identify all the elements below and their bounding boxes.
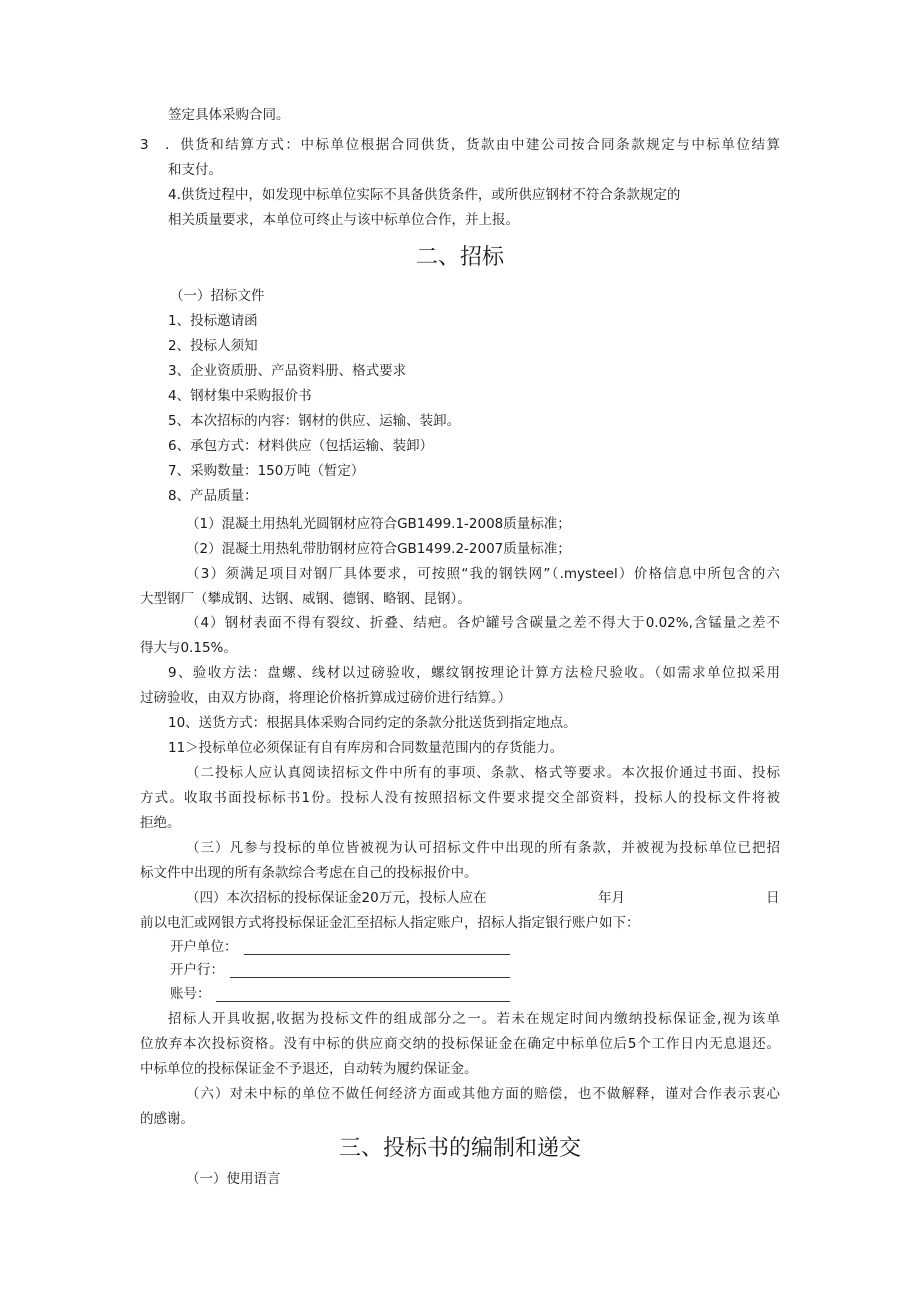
text-line: 的感谢。	[140, 1111, 194, 1127]
text-line: （一）招标文件	[170, 288, 265, 304]
list-item: 3、企业资质册、产品资料册、格式要求	[168, 363, 407, 379]
account-number-field[interactable]	[216, 1001, 510, 1002]
text-line: 招标人开具收据,收据为投标文件的组成部分之一。若未在规定时间内缴纳投标保证金,视为该单	[168, 1011, 780, 1027]
quality-item: 大型钢厂（攀成钢、达钢、威钢、德钢、略钢、昆钢）。	[140, 591, 471, 607]
text-line: 拒绝。	[140, 815, 181, 831]
text-line: 3 ．供货和结算方式：中标单位根据合同供货，货款由中建公司按合同条款规定与中标单位结算	[140, 137, 780, 153]
text-line: （三）凡参与投标的单位皆被视为认可招标文件中出现的所有条款，并被视为投标单位已把招	[186, 840, 780, 856]
quality-item: （1）混凝土用热轧光圆钢材应符合GB1499.1-2008质量标准；	[186, 516, 571, 532]
text-line: 方式。收取书面投标标书1份。投标人没有按照招标文件要求提交全部资料，投标人的投标文件将被	[140, 790, 780, 806]
deposit-text: （四）本次招标的投标保证金20万元，投标人应在	[186, 890, 487, 906]
text-line: （二投标人应认真阅读招标文件中所有的事项、条款、格式等要求。本次报价通过书面、投标	[186, 765, 780, 781]
text-line: （一）使用语言	[186, 1171, 281, 1187]
list-item: 1、投标邀请函	[168, 313, 258, 329]
field-label-account-holder: 开户单位：	[170, 939, 238, 955]
text-line: 11＞投标单位必须保证有自有库房和合同数量范围内的存货能力。	[168, 740, 564, 756]
deposit-day: 日	[766, 890, 780, 906]
text-line: 和支付。	[168, 162, 222, 178]
text-line: 9、验收方法：盘螺、线材以过磅验收，螺纹钢按理论计算方法检尺验收。（如需求单位拟采用	[168, 665, 780, 681]
text-line: 过磅验收，由双方协商，将理论价格折算成过磅价进行结算。）	[140, 690, 512, 706]
bank-field[interactable]	[230, 977, 510, 978]
list-item: 7、采购数量：150万吨（暂定）	[168, 463, 365, 479]
text-line: 标文件中出现的所有条款综合考虑在自己的投标报价中。	[140, 865, 478, 881]
text-line: 10、送货方式：根据具体采购合同约定的条款分批送货到指定地点。	[168, 715, 577, 731]
text-line: （六）对未中标的单位不做任何经济方面或其他方面的赔偿，也不做解释，谨对合作表示衷心	[186, 1086, 780, 1102]
text-line: 4.供货过程中，如发现中标单位实际不具备供货条件，或所供应钢材不符合条款规定的	[168, 187, 681, 203]
list-item: 5、本次招标的内容：钢材的供应、运输、装卸。	[168, 413, 461, 429]
quality-item: （3）须满足项目对钢厂具体要求，可按照“我的钢铁网”（.mysteel）价格信息中所包含的六	[186, 566, 780, 582]
field-label-bank: 开户行：	[170, 962, 224, 978]
text-line: 中标单位的投标保证金不予退还，自动转为履约保证金。	[140, 1061, 478, 1077]
section-heading: 三、投标书的编制和递交	[338, 1136, 581, 1161]
section-heading: 二、招标	[415, 245, 504, 270]
quality-item: （4）钢材表面不得有裂纹、折叠、结疤。各炉罐号含碳量之差不得大于0.02%,含锰量之差不	[186, 615, 780, 631]
list-item: 4、钢材集中采购报价书	[168, 388, 312, 404]
list-item: 8、产品质量：	[168, 488, 258, 504]
field-label-account-number: 账号：	[170, 986, 211, 1002]
text-line: 签定具体采购合同。	[168, 107, 290, 123]
text-line: 相关质量要求，本单位可终止与该中标单位合作，并上报。	[168, 212, 519, 228]
deposit-month: 年月	[598, 890, 625, 906]
text-line: 位放弃本次投标资格。没有中标的供应商交纳的投标保证金在确定中标单位后5个工作日内无息退还。	[140, 1036, 780, 1052]
quality-item: （2）混凝土用热轧带肋钢材应符合GB1499.2-2007质量标准；	[186, 541, 571, 557]
list-item: 6、承包方式：材料供应（包括运输、装卸）	[168, 438, 434, 454]
quality-item: 得大与0.15%。	[140, 640, 237, 656]
list-item: 2、投标人须知	[168, 338, 258, 354]
text-line: 前以电汇或网银方式将投标保证金汇至招标人指定账户，招标人指定银行账户如下：	[140, 915, 640, 931]
account-holder-field[interactable]	[244, 954, 510, 955]
